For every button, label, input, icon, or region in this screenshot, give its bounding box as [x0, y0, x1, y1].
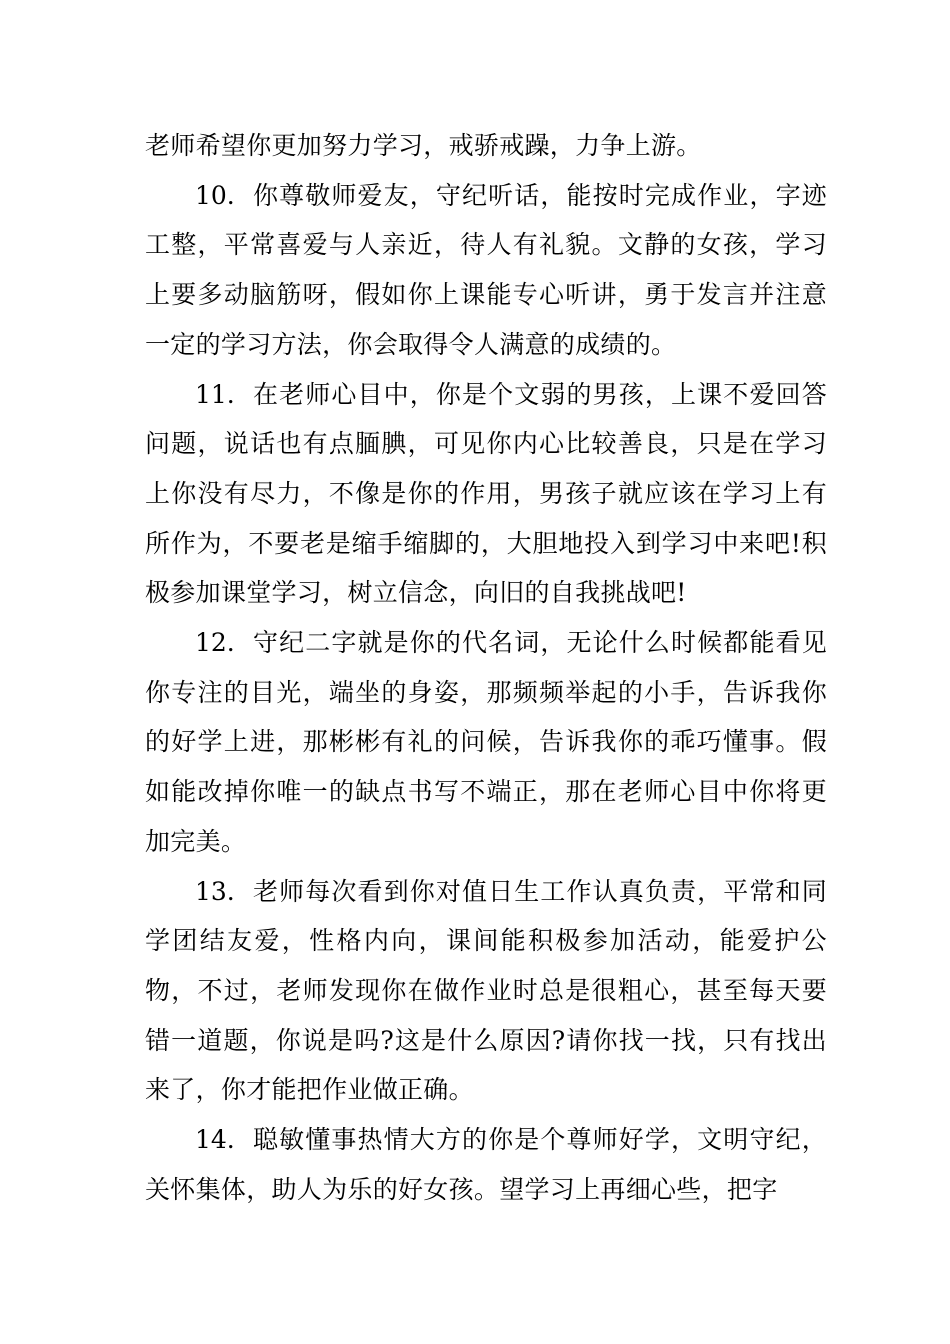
paragraph-text: 老师希望你更加努力学习，戒骄戒躁，力争上游。	[145, 131, 702, 160]
paragraph-text: 守纪二字就是你的代名词，无论什么时候都能看见你专注的目光，端坐的身姿，那频频举起的小手，告诉我你的好学上进，那彬彬有礼的问候，告诉我你的乖巧懂事。假如能改掉你唯一的缺点书写不端正，那在老师心目中你将更加完美。	[145, 628, 828, 856]
paragraph-text: 在老师心目中，你是个文弱的男孩，上课不爱回答问题，说话也有点腼腆，可见你内心比较善良，只是在学习上你没有尽力，不像是你的作用，男孩子就应该在学习上有所作为，不要老是缩手缩脚的，大胆地投入到学习中来吧!积极参加课堂学习，树立信念，向旧的自我挑战吧!	[145, 379, 828, 608]
paragraph-number: 10.	[195, 180, 235, 210]
paragraph-number: 14.	[195, 1125, 235, 1155]
paragraph-13	[145, 867, 827, 1116]
paragraph-text: 你尊敬师爱友，守纪听话，能按时完成作业，字迹工整，平常喜爱与人亲近，待人有礼貌。文静的女孩，学习上要多动脑筋呀，假如你上课能专心听讲，勇于发言并注意一定的学习方法，你会取得令人满意的成绩的。	[145, 180, 828, 359]
paragraph-text: 聪敏懂事热情大方的你是个尊师好学，文明守纪，关怀集体，助人为乐的好女孩。望学习上再细心些，把字	[145, 1125, 828, 1204]
paragraph-number: 12.	[195, 628, 235, 658]
paragraph-11	[145, 370, 827, 619]
paragraph-number: 13.	[195, 876, 235, 906]
paragraph-12	[145, 618, 827, 867]
document-page	[145, 121, 827, 1214]
paragraph-text: 老师每次看到你对值日生工作认真负责，平常和同学团结友爱，性格内向，课间能积极参加活动，能爱护公物，不过，老师发现你在做作业时总是很粗心，甚至每天要错一道题，你说是吗?这是什么原因?请你找一找，只有找出来了，你才能把作业做正确。	[145, 876, 828, 1105]
paragraph-continuation	[145, 121, 827, 171]
paragraph-number: 11.	[195, 379, 235, 409]
paragraph-10	[145, 171, 827, 370]
paragraph-14	[145, 1115, 827, 1214]
